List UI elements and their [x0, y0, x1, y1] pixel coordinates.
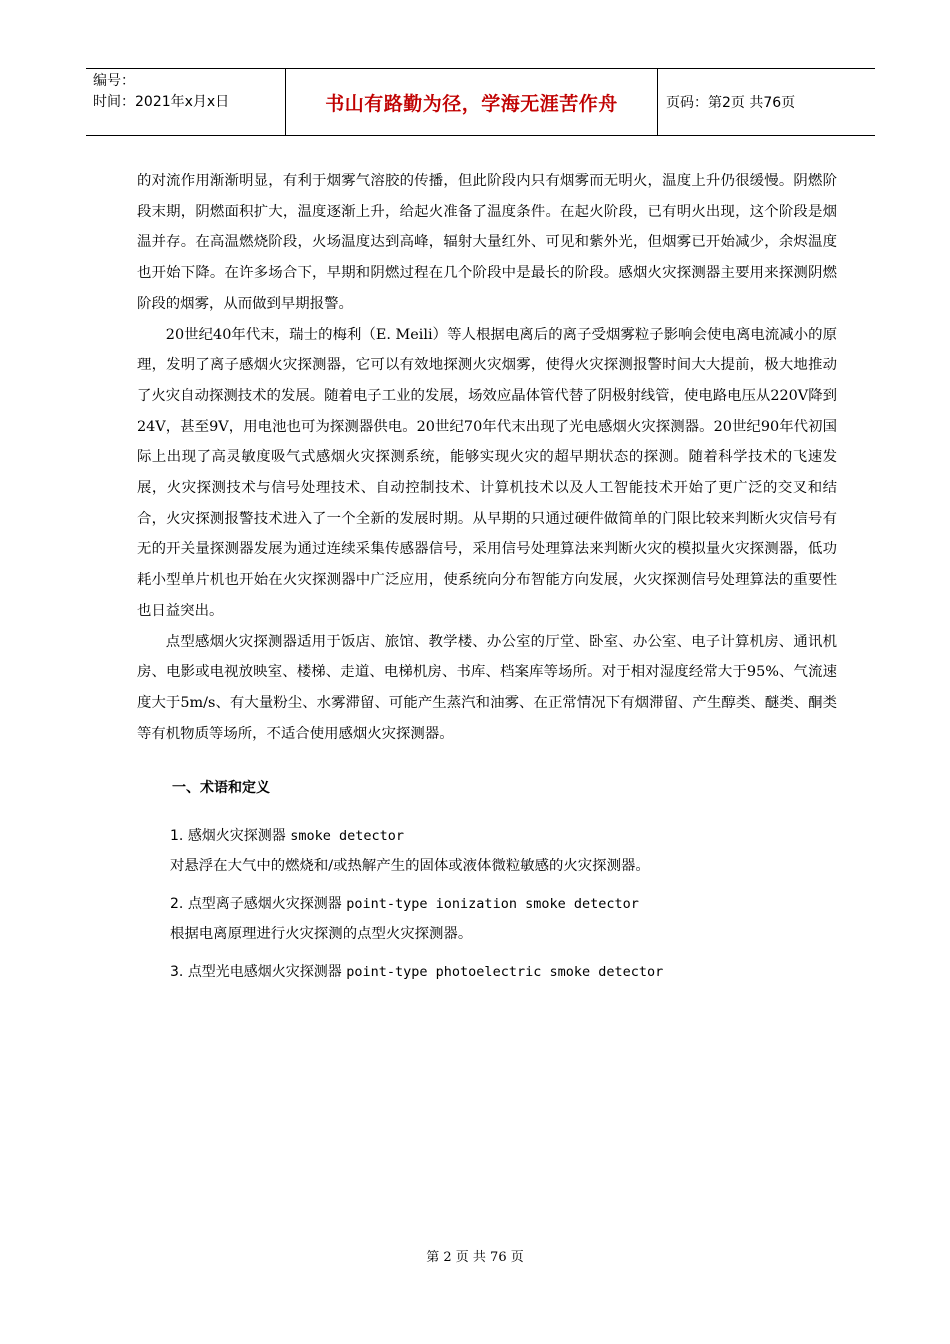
term-title [170, 889, 837, 919]
term-definition: 对悬浮在大气中的燃烧和/或热解产生的固体或液体微粒敏感的火灾探测器。 [170, 858, 650, 875]
term-name-en: point-type photoelectric smoke detector [346, 964, 664, 981]
header-motto-cell [286, 69, 658, 135]
header-page-cell [658, 69, 875, 135]
term-name-zh: 感烟火灾探测器 [187, 828, 286, 845]
term-name-zh: 点型光电感烟火灾探测器 [187, 964, 342, 981]
header-page-label: 页码：第2页 共76页 [666, 95, 796, 111]
document-body [137, 166, 837, 987]
term-title [170, 957, 837, 987]
header-meta [86, 69, 286, 135]
doc-time-label: 时间：2021年x月x日 [93, 94, 230, 110]
term-number: 1. [170, 828, 184, 845]
term-entry [137, 957, 837, 987]
term-name-zh: 点型离子感烟火灾探测器 [187, 896, 342, 913]
term-definition: 根据电离原理进行火灾探测的点型火灾探测器。 [170, 926, 473, 943]
term-entry [137, 821, 837, 881]
body-paragraph: 20世纪40年代末，瑞士的梅利（E. Meili）等人根据电离后的离子受烟雾粒子影响会使电离电流减小的原理，发明了离子感烟火灾探测器，它可以有效地探测火灾烟雾，使得火灾探测报警时间大大提前，极大地推动了火灾自动探测技术的发展。随着电子工业的发展，场效应晶体管代替了阴极射线管，使电路电压从220V降到24V，甚至9V，用电池也可为探测器供电。20世纪70年代末出现了光电感烟火灾探测器。20世纪90年代初国际上出现了高灵敏度吸气式感烟火灾探测系统，能够实现火灾的超早期状态的探测。随着科学技术的飞速发展，火灾探测技术与信号处理技术、自动控制技术、计算机技术以及人工智能技术开始了更广泛的交叉和结合，火灾探测报警技术进入了一个全新的发展时期。从早期的只通过硬件做简单的门限比较来判断火灾信号有无的开关量探测器发展为通过连续采集传感器信号，采用信号处理算法来判断火灾的模拟量火灾探测器，低功耗小型单片机也开始在火灾探测器中广泛应用，使系统向分布智能方向发展，火灾探测信号处理算法的重要性也日益突出。 [137, 326, 837, 619]
term-number: 2. [170, 896, 184, 913]
page-header [86, 68, 875, 136]
body-paragraph: 点型感烟火灾探测器适用于饭店、旅馆、教学楼、办公室的厅堂、卧室、办公室、电子计算机房、通讯机房、电影或电视放映室、楼梯、走道、电梯机房、书库、档案库等场所。对于相对湿度经常大于95%、气流速度大于5m/s、有大量粉尘、水雾滞留、可能产生蒸汽和油雾、在正常情况下有烟滞留、产生醇类、醚类、酮类等有机物质等场所，不适合使用感烟火灾探测器。 [137, 633, 837, 742]
term-number: 3. [170, 964, 184, 981]
term-name-en: smoke detector [290, 828, 405, 845]
doc-code-label: 编号： [93, 73, 135, 89]
term-name-en: point-type ionization smoke detector [346, 896, 639, 913]
page-footer: 第 2 页 共 76 页 [426, 1250, 524, 1265]
term-title [170, 821, 837, 851]
term-entry [137, 889, 837, 949]
section-heading: 一、术语和定义 [172, 780, 270, 797]
header-motto: 书山有路勤为径，学海无涯苦作舟 [325, 92, 618, 115]
body-paragraph: 的对流作用渐渐明显，有利于烟雾气溶胶的传播，但此阶段内只有烟雾而无明火，温度上升仍很缓慢。阴燃阶段末期，阴燃面积扩大，温度逐渐上升，给起火准备了温度条件。在起火阶段，已有明火出现，这个阶段是烟温并存。在高温燃烧阶段，火场温度达到高峰，辐射大量红外、可见和紫外光，但烟雾已开始减少，余烬温度也开始下降。在许多场合下，早期和阴燃过程在几个阶段中是最长的阶段。感烟火灾探测器主要用来探测阴燃阶段的烟雾，从而做到早期报警。 [137, 173, 837, 312]
